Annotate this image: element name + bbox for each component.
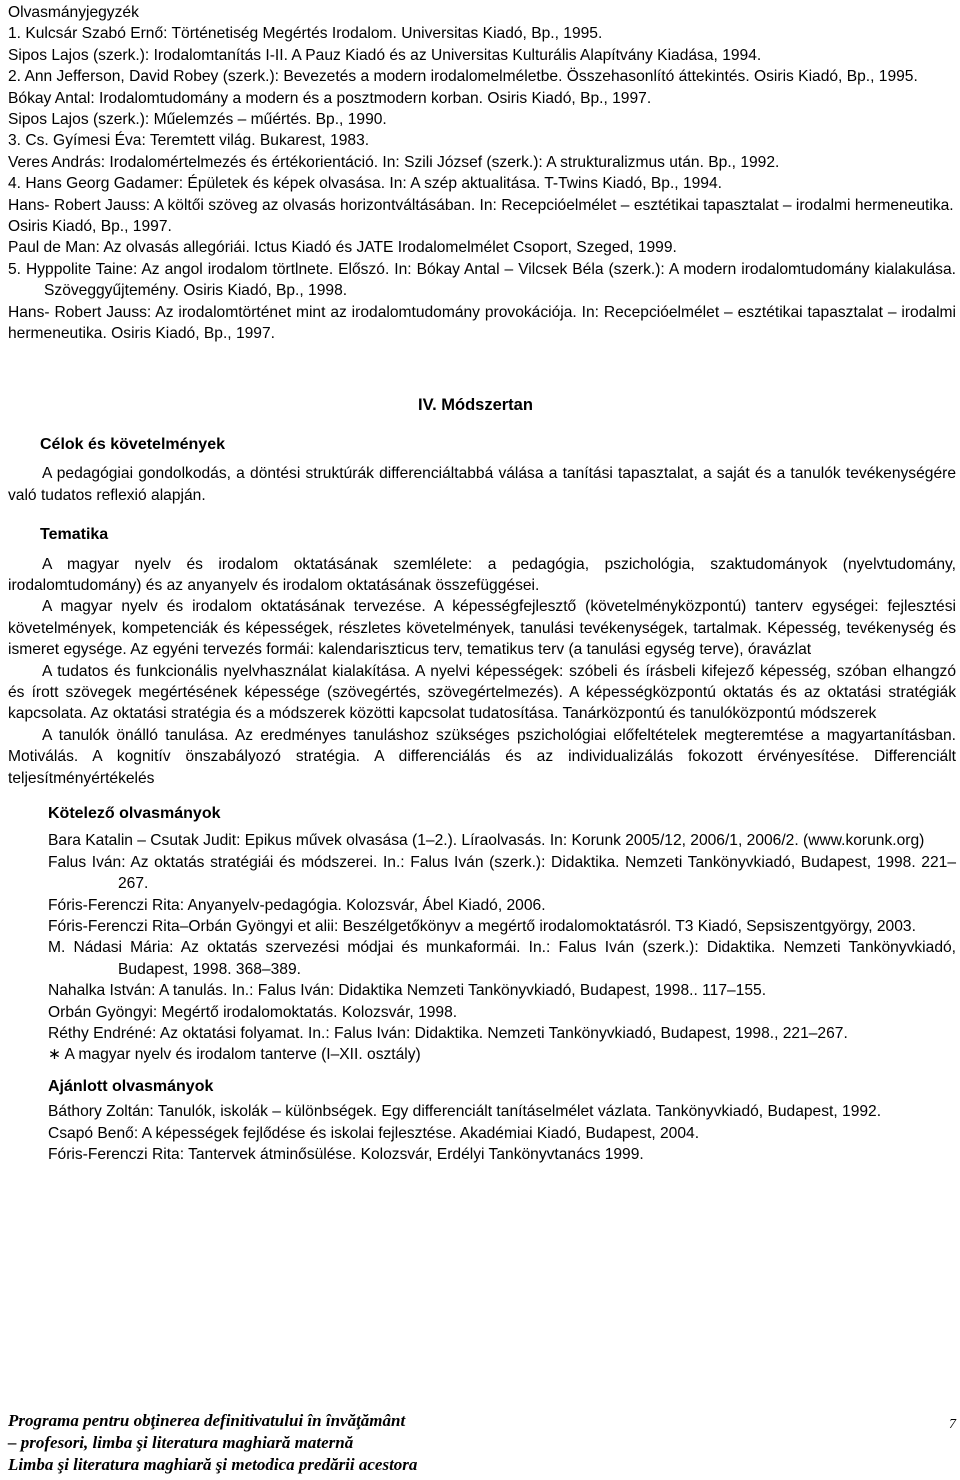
bib-item: Sipos Lajos (szerk.): Műelemzés – műértés. Bp., 1990. [8,111,387,129]
theme-heading: Tematika [40,526,109,544]
bib-item: 2. Ann Jefferson, David Robey (szerk.): Bevezetés a modern irodalomelméletbe. Összehasonlító áttekintés. Osiris Kiadó, Bp., 1995. [8,68,918,86]
recommended-reading-item: Csapó Benő: A képességek fejlődése és iskolai fejlesztése. Akadémiai Kiadó, Budapest, 2004. [48,1124,700,1142]
theme-paragraph: A tudatos és funkcionális nyelvhasználat kialakítása. A nyelvi képességek: szóbeli és írásbeli kifejező képesség, szóban elhangzó és írott szövegek megértésének képessége (szövegértés, szövegértelmezés). A képességközpontú oktatás és az oktatási stratégiák kapcsolata. Az oktatási stratégia és a módszerek közötti kapcsolat tudatosítása. Tanárközpontú és tanulóközpontú módszerek [8,662,956,723]
recommended-reading-item: Báthory Zoltán: Tanulók, iskolák – különbségek. Egy differenciált tanításelmélet vázlata. Tankönyvkiadó, Budapest, 1992. [48,1103,882,1121]
required-reading-item: M. Nádasi Mária: Az oktatás szervezési módjai és munkaformái. In.: Falus Iván (szerk.): Didaktika. Nemzeti Tankönyvkiadó, Budapest, 1998. 368–389. [48,939,956,978]
bibliography-section [8,2,956,345]
bib-item: Bókay Antal: Irodalomtudomány a modern és a posztmodern korban. Osiris Kiadó, Bp., 1997. [8,89,652,107]
page-footer [8,1410,952,1476]
bib-item: Veres András: Irodalomértelmezés és értékorientáció. In: Szili József (szerk.): A strukturalizmus után. Bp., 1992. [8,153,780,171]
theme-paragraph: A magyar nyelv és irodalom oktatásának tervezése. A képességfejlesztő (követelményközpontú) tanterv egységei: fejlesztési követelmények, kompetenciák és képességek, részletes követelmények, tanulási tevékenységek, tartalmak. Képesség, tevékenység és ismeret egysége. Az egyéni tervezés formái: kalendariszticus terv, tematikus terv (a tanulási egység terve), óravázlat [8,598,956,659]
goals-heading: Célok és követelmények [40,435,225,453]
recommended-readings-heading: Ajánlott olvasmányok [48,1077,214,1095]
page-number: 7 [949,1417,956,1432]
bib-item: Hans- Robert Jauss: Az irodalomtörténet mint az irodalomtudomány provokációja. In: Recepcióelmélet – esztétikai tapasztalat – irodalmi hermeneutika. Osiris Kiadó, Bp., 1997. [8,303,956,343]
required-reading-item: Fóris-Ferenczi Rita–Orbán Gyöngyi et alii: Beszélgetőkönyv a megértő irodalomoktatásról. T3 Kiadó, Sepsiszentgyörgy, 2003. [48,918,916,936]
recommended-readings-list [48,1101,956,1165]
required-reading-item: Nahalka István: A tanulás. In.: Falus Iván: Didaktika Nemzeti Tankönyvkiadó, Budapest, 1998.. 117–155. [48,982,767,1000]
required-readings-heading: Kötelező olvasmányok [48,805,221,822]
bib-item: Sipos Lajos (szerk.): Irodalomtanítás I-II. A Pauz Kiadó és az Universitas Kulturális Alapítvány Kiadása, 1994. [8,46,762,64]
required-reading-item: Orbán Gyöngyi: Megértő irodalomoktatás. Kolozsvár, 1998. [48,1003,458,1021]
required-reading-item: Bara Katalin – Csutak Judit: Epikus művek olvasása (1–2.). Líraolvasás. In: Korunk 2005/12, 2006/1, 2006/2. (www.korunk.org) [48,832,925,850]
required-readings-list [48,830,956,1065]
footer-line: Programa pentru obţinerea definitivatului în învăţământ [8,1411,406,1430]
footer-line: – profesori, limba şi literatura maghiară maternă [8,1433,354,1452]
footer-line: Limba şi literatura maghiară şi metodica predării acestora [8,1455,418,1474]
bib-item: 3. Cs. Gyímesi Éva: Teremtett világ. Bukarest, 1983. [8,132,370,150]
bib-item: 4. Hans Georg Gadamer: Épületek és képek olvasása. In: A szép aktualitása. T-Twins Kiadó, Bp., 1994. [8,175,722,193]
bibliography-heading: Olvasmányjegyzék [8,4,139,21]
bib-item: Hans- Robert Jauss: A költői szöveg az olvasás horizontváltásában. In: Recepcióelmélet – esztétikai tapasztalat – irodalmi hermeneutika. Osiris Kiadó, Bp., 1997. [8,196,954,236]
goals-text: A pedagógiai gondolkodás, a döntési struktúrák differenciáltabbá válása a tanítási tapasztalat, a saját és a tanulók tevékenységére való tudatos reflexió alapján. [8,465,956,504]
theme-paragraph: A magyar nyelv és irodalom oktatásának szemlélete: a pedagógia, pszichológia, szaktudományok (nyelvtudomány, irodalomtudomány) és az anyanyelv és irodalom oktatásának összefüggései. [8,555,956,594]
bib-item: Paul de Man: Az olvasás allegóriái. Ictus Kiadó és JATE Irodalomelmélet Csoport, Szeged, 1999. [8,239,677,257]
document-page [8,2,956,1166]
required-reading-item: Réthy Endréné: Az oktatási folyamat. In.: Falus Iván: Didaktika. Nemzeti Tankönyvkiadó, Budapest, 1998., 221–267. [48,1025,848,1043]
required-reading-item: Falus Iván: Az oktatás stratégiái és módszerei. In.: Falus Iván (szerk.): Didaktika. Nemzeti Tankönyvkiadó, Budapest, 1998. 221–267. [48,853,956,893]
theme-paragraph: A tanulók önálló tanulása. Az eredményes tanuláshoz szükséges pszichológiai előfeltételek megteremtése a magyartanításban. Motiválás. A kognitív önszabályozó stratégia. A differenciálás és az individualizálás fokozott érvényesítése. Differenciált teljesítményértékelés [8,726,956,787]
required-reading-item: Fóris-Ferenczi Rita: Anyanyelv-pedagógia. Kolozsvár, Ábel Kiadó, 2006. [48,896,546,914]
bib-item: 1. Kulcsár Szabó Ernő: Történetiség Megértés Irodalom. Universitas Kiadó, Bp., 1995. [8,25,603,43]
section-title: IV. Módszertan [418,395,533,414]
recommended-reading-item: Fóris-Ferenczi Rita: Tantervek átminősülése. Kolozsvár, Erdélyi Tankönyvtanács 1999. [48,1146,644,1164]
bib-item: 5. Hyppolite Taine: Az angol irodalom törtlnete. Előszó. In: Bókay Antal – Vilcsek Béla (szerk.): A modern irodalomtudomány kialakulása. Szöveggyűjtemény. Osiris Kiadó, Bp., 1998. [8,260,956,300]
required-reading-item: ∗ A magyar nyelv és irodalom tanterve (I–XII. osztály) [48,1046,421,1064]
